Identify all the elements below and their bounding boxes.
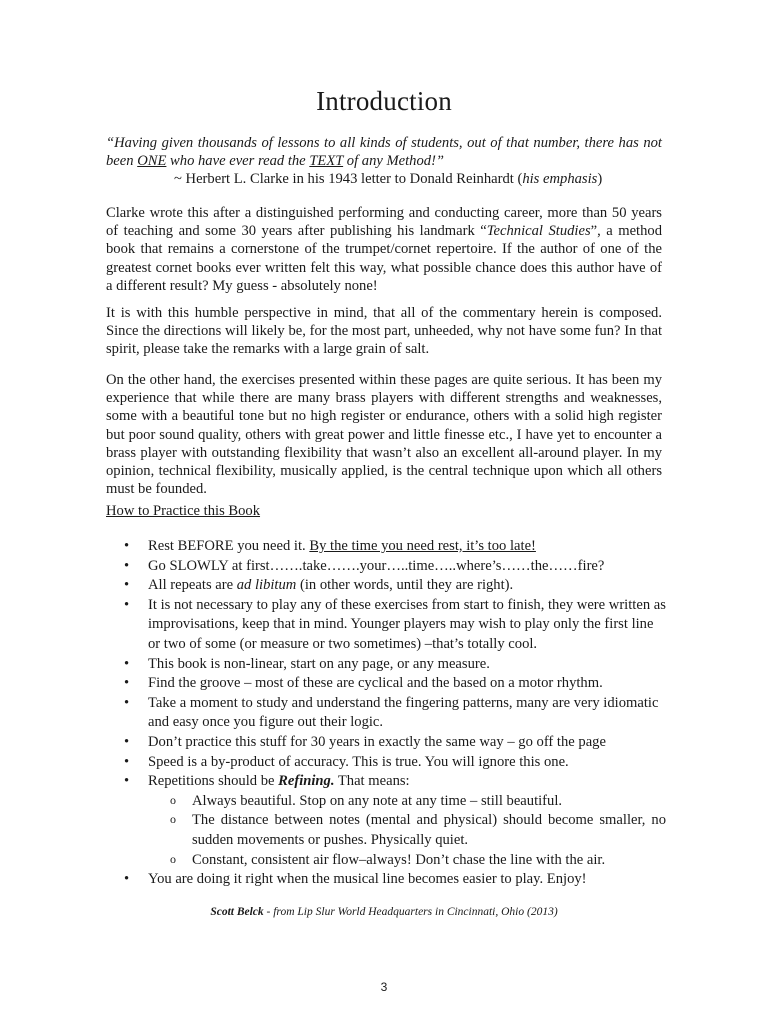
paragraph-clarke bbox=[106, 204, 662, 295]
sub-list-item: o Always beautiful. Stop on any note at any time – still beautiful. bbox=[106, 792, 666, 812]
paragraph-exercises: On the other hand, the exercises presented within these pages are quite serious. It has been my experience that while there are many brass players with different strengths and weaknesses, some with a beautiful tone but no high register or endurance, others with a solid high register but poor sound quality, others with great power and little finesse etc., I have yet to encounter a brass player with outstanding flexibility that wasn’t also an excellent all-around player. In my opinion, technical flexibility, musically applied, is the central technique upon which all others must be founded. bbox=[106, 372, 662, 498]
list-item: • You are doing it right when the musical line becomes easier to play. Enjoy! bbox=[106, 870, 666, 890]
quote-emphasis-one: ONE bbox=[137, 153, 167, 169]
sub-list-item: o The distance between notes (mental and physical) should become smaller, no sudden movements or pushes. Physically quiet. bbox=[106, 811, 666, 850]
list-item: • Find the groove – most of these are cyclical and the based on a motor rhythm. bbox=[106, 674, 666, 694]
list-item bbox=[106, 576, 666, 596]
list-item-underlined: By the time you need rest, it’s too late! bbox=[309, 538, 536, 554]
list-item-bold-italic: Refining. bbox=[278, 773, 335, 790]
page-title: Introduction bbox=[316, 86, 452, 116]
list-item-text: (in other words, until they are right). bbox=[296, 577, 514, 594]
practice-tips-list bbox=[106, 537, 666, 890]
list-item: • It is not necessary to play any of these exercises from start to finish, they were written as improvisations, keep that in mind. Younger players may wish to play only the first line or two of some (or measure or two sometimes) –that’s totally cool. bbox=[106, 596, 666, 655]
attribution-text: ~ Herbert L. Clarke in his 1943 letter to Donald Reinhardt ( bbox=[174, 171, 523, 187]
sub-list-item: o Constant, consistent air flow–always! Don’t chase the line with the air. bbox=[106, 851, 666, 871]
quote-text: who have ever read the bbox=[166, 153, 310, 169]
epigraph-quote bbox=[106, 134, 662, 170]
book-title: Technical Studies bbox=[486, 223, 591, 240]
list-item-text: All repeats are bbox=[148, 577, 237, 594]
quote-text: of any Method!” bbox=[343, 153, 445, 169]
quote-text: “Having given thousands of lessons to all kinds of students, out of that number, there has not been bbox=[106, 135, 662, 169]
list-item-italic: ad libitum bbox=[236, 577, 297, 594]
list-item-text: That means: bbox=[334, 773, 410, 790]
list-item: • This book is non-linear, start on any page, or any measure. bbox=[106, 655, 666, 675]
paragraph-text: ”, a method book that remains a cornerstone of the trumpet/cornet repertoire. If the author of one of the greatest cornet books ever written felt this way, what possible chance does this author have of a different result? My guess - absolutely none! bbox=[106, 223, 662, 294]
paragraph-perspective: It is with this humble perspective in mind, that all of the commentary herein is composed. Since the directions will likely be, for the most part, unheeded, why not have some fun? In that spirit, please take the remarks with a large grain of salt. bbox=[106, 305, 662, 358]
quote-attribution bbox=[174, 170, 694, 188]
list-item bbox=[106, 537, 666, 557]
quote-emphasis-text: TEXT bbox=[309, 153, 344, 169]
page-number: 3 bbox=[380, 980, 388, 994]
signature-location: - from Lip Slur World Headquarters in Cincinnati, Ohio (2013) bbox=[263, 906, 558, 918]
list-item: • Speed is a by-product of accuracy. This is true. You will ignore this one. bbox=[106, 753, 666, 773]
list-item: • Don’t practice this stuff for 30 years in exactly the same way – go off the page bbox=[106, 733, 666, 753]
list-item: • Take a moment to study and understand the fingering patterns, many are very idiomatic and easy once you figure out their logic. bbox=[106, 694, 666, 733]
attribution-emphasis: his emphasis bbox=[522, 171, 598, 187]
list-item-text: Repetitions should be bbox=[148, 773, 279, 790]
author-name: Scott Belck bbox=[210, 906, 264, 918]
list-item: • Go SLOWLY at first…….take…….your…..time…..where’s……the……fire? bbox=[106, 557, 666, 577]
section-heading: How to Practice this Book bbox=[106, 503, 261, 519]
list-item bbox=[106, 772, 666, 792]
author-signature bbox=[0, 906, 768, 918]
paragraph-text: Clarke wrote this after a distinguished performing and conducting career, more than 50 years of teaching and some 30 years after publishing his landmark “ bbox=[106, 205, 662, 240]
list-item-text: Rest BEFORE you need it. bbox=[148, 538, 310, 554]
attribution-suffix: ) bbox=[597, 171, 603, 187]
